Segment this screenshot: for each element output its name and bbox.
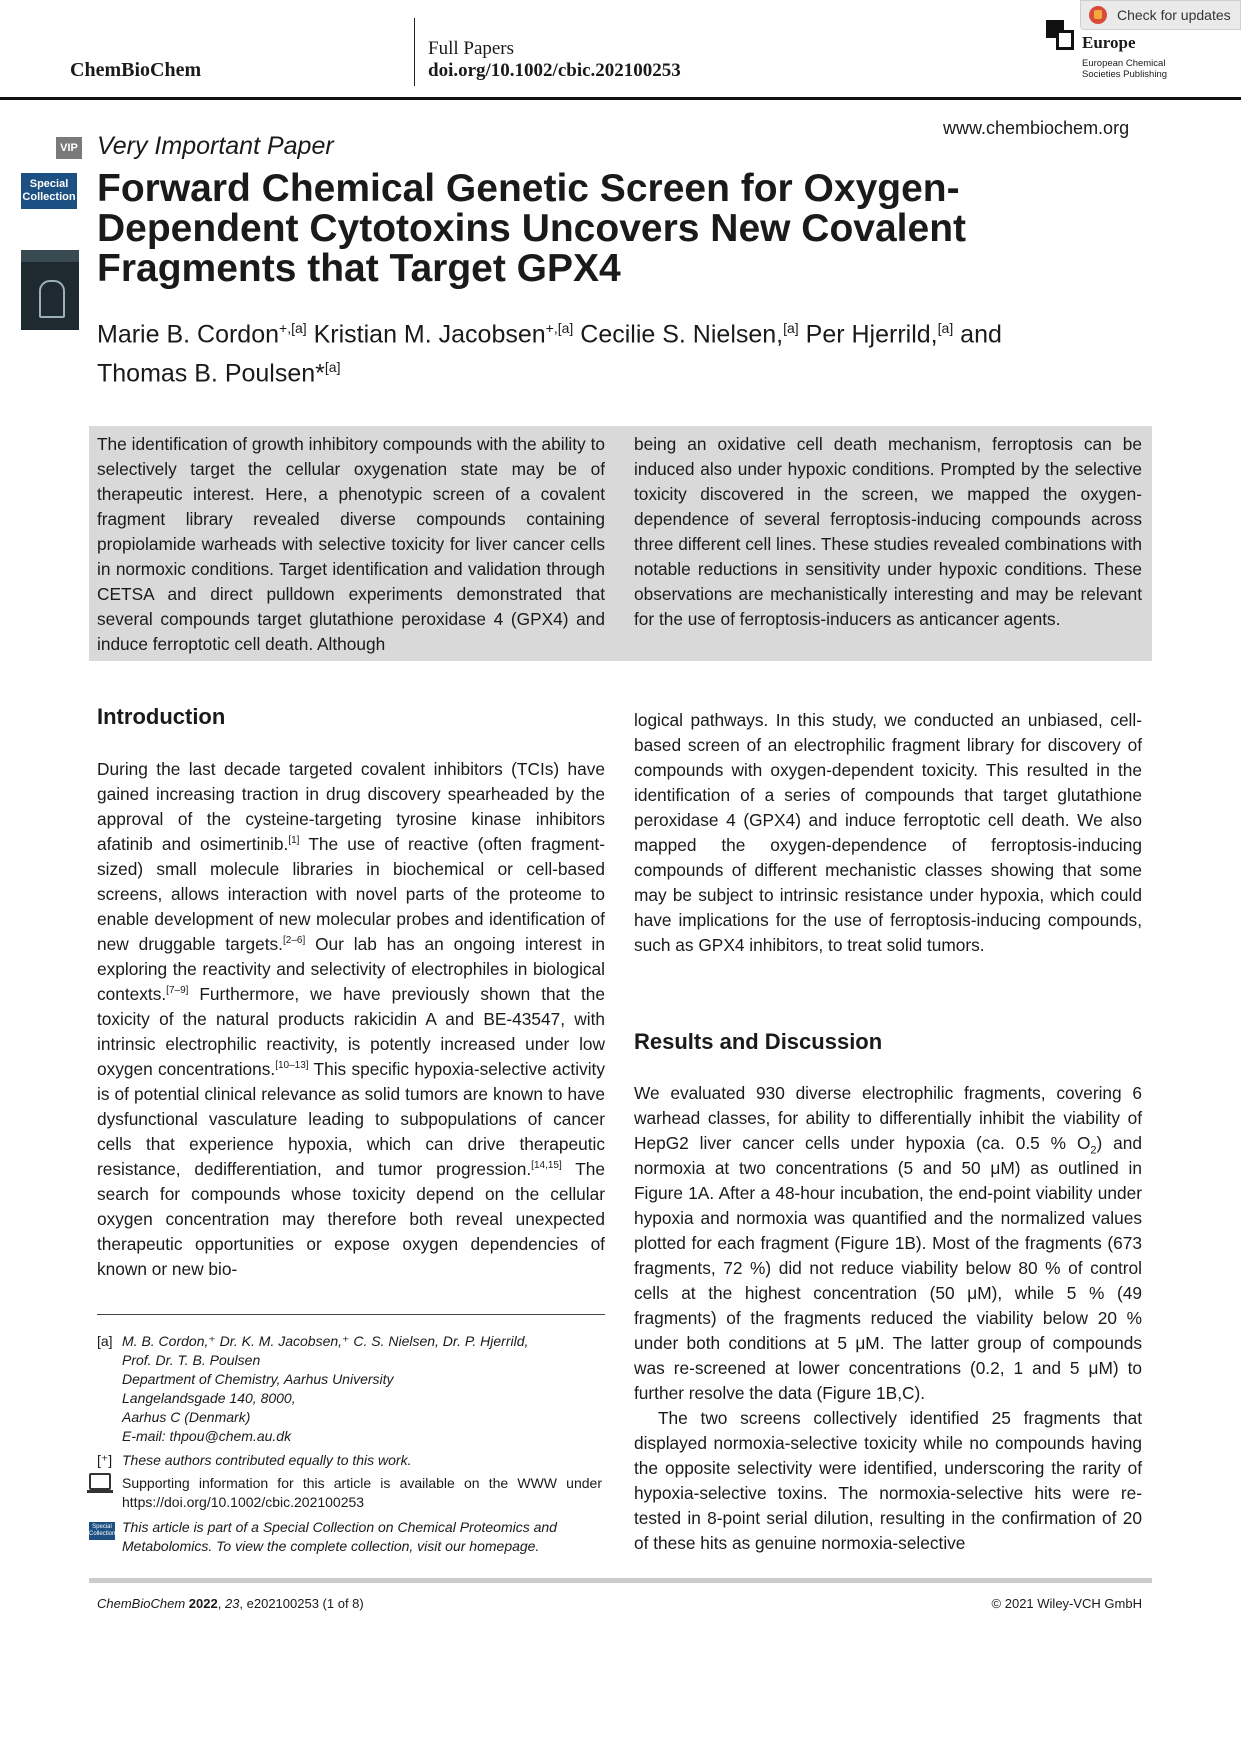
author-list (97, 312, 1047, 391)
abstract-text-right: being an oxidative cell death mechanism, ferroptosis can be induced also under hypoxic conditions. Prompted by the selective toxicity discovered in the screen, we mapped the oxygen-dependence of several ferroptosis-inducing compounds across three different cell lines. These studies revealed combinations with notable reductions in sensitivity under hypoxic conditions. These observations are mechanistically interesting and may be relevant for the use of ferroptosis-inducers as anticancer agents. (634, 434, 1142, 629)
author-separator: and (953, 320, 1002, 349)
check-for-updates-button[interactable] (1080, 0, 1241, 30)
author-affiliation-marker: +,[a] (279, 320, 307, 336)
equal-contribution-note: These authors contributed equally to this work. (122, 1452, 412, 1468)
introduction-text-segment: This specific hypoxia-selective activity is of potential clinical relevance as solid tumors are known to have dysfunctional vasculature leading to subpopulations of cancer cells that experience hypoxia, which can drive therapeutic resistance, dedifferentiation, and tumor progression. (97, 1059, 605, 1179)
author-separator (799, 320, 806, 348)
affiliation-footnote (122, 1332, 602, 1446)
affiliation-line: M. B. Cordon,⁺ Dr. K. M. Jacobsen,⁺ C. S. Nielsen, Dr. P. Hjerrild, (122, 1333, 529, 1349)
author-name: Per Hjerrild, (805, 320, 938, 349)
author-affiliation-marker: [a] (783, 320, 799, 336)
publisher-name: Europe (1082, 33, 1136, 52)
special-collection-icon: Special Collection (89, 1522, 115, 1540)
abstract-text-left: The identification of growth inhibitory compounds with the ability to selectively target the cellular oxygenation state may be of therapeutic interest. Here, a phenotypic screen of a covalent fragment library revealed diverse compounds containing propiolamide warheads with selective toxicity for liver cancer cells in normoxic conditions. Target identification and validation through CETSA and direct pulldown experiments demonstrated that several compounds target glutathione peroxidase 4 (GPX4) and induce ferroptotic cell death. Although (97, 434, 605, 654)
article-title: Forward Chemical Genetic Screen for Oxygen-Dependent Cytotoxins Uncovers New Covalent Fragments that Target GPX4 (97, 167, 967, 290)
check-for-updates-label: Check for updates (1117, 7, 1231, 23)
footnote-rule (97, 1314, 605, 1315)
results-text (634, 1081, 1142, 1556)
section-heading-results: Results and Discussion (634, 1029, 883, 1054)
introduction-text-segment: Our lab has an ongoing interest in exploring the reactivity and selectivity of electrophiles in biological contexts. (97, 934, 605, 1004)
journal-name: ChemBioChem (70, 59, 202, 81)
section-heading-introduction: Introduction (97, 704, 226, 729)
affiliation-line: Langelandsgade 140, 8000, (122, 1390, 296, 1406)
footer-citation: ChemBioChem 2022, 23, e202100253 (1 of 8) (97, 1596, 364, 1611)
doi-link[interactable]: doi.org/10.1002/cbic.202100253 (428, 60, 681, 81)
author-affiliation-marker: [a] (324, 359, 341, 376)
introduction-text-segment: The use of reactive (often fragment-sized) small molecule libraries in biochemical or cell-based screens, allows interaction with novel parts of the proteome to enable development of new molecular probes and identification of new druggable targets. (97, 834, 605, 954)
affiliation-line: Department of Chemistry, Aarhus University (122, 1371, 394, 1387)
author-name: Cecilie S. Nielsen, (580, 320, 784, 349)
author-affiliation-marker: [a] (937, 320, 954, 336)
chemistry-europe-logo-icon (1046, 20, 1076, 52)
header-divider (414, 18, 415, 86)
vip-badge-icon: VIP (56, 137, 82, 159)
affiliation-line: E-mail: thpou@chem.au.dk (122, 1428, 292, 1444)
special-collection-badge[interactable]: Special Collection (21, 173, 77, 209)
crossmark-icon (1089, 6, 1107, 24)
computer-icon (89, 1473, 111, 1490)
author-affiliation-marker: +,[a] (545, 320, 574, 336)
introduction-continuation: logical pathways. In this study, we conducted an unbiased, cell-based screen of an electrophilic fragment library for discovery of compounds with oxygen-dependent toxicity. This resulted in the identification of a series of compounds that target glutathione peroxidase 4 (GPX4) and induce ferroptotic cell death. We also mapped the oxygen-dependence of ferroptosis-inducing compounds of different mechanistic classes showing that some may be subject to intrinsic resistance under hypoxia, which could have implications for the use of ferroptosis-inducing compounds, such as GPX4 inhibitors, to treat solid tumors. (634, 710, 1142, 955)
introduction-text-segment: Furthermore, we have previously shown that the toxicity of the natural products rakicidin A and BE-43547, with intrinsic electrophilic reactivity, is potently increased under low oxygen concentrations. (97, 984, 605, 1079)
introduction-text-segment: During the last decade targeted covalent inhibitors (TCIs) have gained increasing traction in drug discovery spearheaded by the approval of the cysteine-targeting tyrosine kinase inhibitors afatinib and osimertinib. (97, 759, 605, 854)
author-name: Thomas B. Poulsen* (97, 359, 325, 388)
footer-copyright: © 2021 Wiley-VCH GmbH (991, 1596, 1142, 1611)
header-rule (0, 97, 1241, 100)
author-name: Marie B. Cordon (97, 320, 280, 349)
author-separator (307, 320, 314, 348)
abstract-box (89, 426, 1152, 661)
author-name: Kristian M. Jacobsen (313, 320, 546, 349)
journal-website-link[interactable]: www.chembiochem.org (943, 118, 1130, 138)
affiliation-marker: [a] (97, 1333, 113, 1349)
reference-citation[interactable]: [7–9] (166, 985, 189, 997)
reference-citation[interactable]: [1] (288, 835, 300, 847)
equal-contribution-marker: [⁺] (97, 1452, 113, 1468)
publisher-subtitle: European Chemical Societies Publishing (1082, 58, 1168, 80)
reference-citation[interactable]: [10–13] (275, 1060, 309, 1072)
footer-rule (89, 1578, 1152, 1583)
special-collection-note[interactable]: This article is part of a Special Collection on Chemical Proteomics and Metabolomics. To view the complete collection, visit our homepage. (122, 1519, 557, 1554)
results-paragraph-2: The two screens collectively identified 25 fragments that displayed normoxia-selective toxicity while no compounds having the opposite selectivity were identified, underscoring the rarity of hypoxia-selective toxins. The normoxia-selective hits were re-tested in 8-point serial dilution, resulting in the confirmation of 20 of these hits as genuine normoxia-selective (634, 1408, 1142, 1553)
journal-cover-thumbnail[interactable] (21, 250, 79, 330)
introduction-text-segment: The search for compounds whose toxicity depend on the cellular oxygen concentration may therefore both reveal unexpected therapeutic opportunities or expose oxygen dependencies of known or new bio- (97, 1159, 605, 1279)
section-label: Full Papers (428, 38, 515, 59)
article-category: Very Important Paper (97, 132, 334, 160)
reference-citation[interactable]: [14,15] (531, 1160, 562, 1172)
results-paragraph-1: We evaluated 930 diverse electrophilic fragments, covering 6 warhead classes, for ability to differentially inhibit the viability of HepG2 liver cancer cells under hypoxia (ca. 0.5 % $O_2$) and normoxia at two concentrations (5 and 50 μM) as outlined in Figure 1A. After a 48-hour incubation, the end-point viability under hypoxia and normoxia was quantified and the normalized values plotted for each fragment (Figure 1B). Most of the fragments (673 fragments, 72 %) did not reduce viability below 80 % of control cells at the highest concentration (50 μM), while 5 % (49 fragments) of the fragments reduced the viability below 20 % under both conditions at 5 μM. The latter group of compounds was re-screened at lower concentrations (0.2, 1 and 5 μM) to further resolve the data (Figure 1B,C). (634, 1083, 1143, 1403)
introduction-paragraph (97, 757, 605, 1282)
reference-citation[interactable]: [2–6] (282, 935, 306, 947)
affiliation-line: Aarhus C (Denmark) (122, 1409, 251, 1425)
supporting-information-note[interactable]: Supporting information for this article is available on the WWW under https://doi.org/10.1002/cbic.202100253 (122, 1475, 602, 1510)
affiliation-line: Prof. Dr. T. B. Poulsen (122, 1352, 261, 1368)
